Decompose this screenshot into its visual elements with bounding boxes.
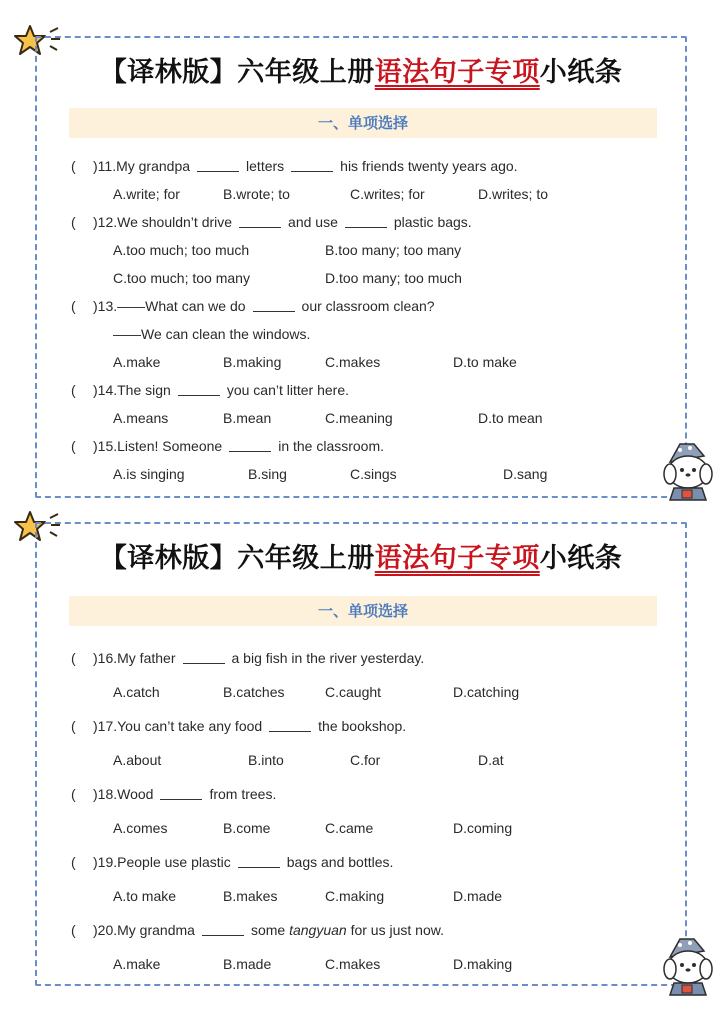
option-c[interactable]: C.too much; too many — [113, 270, 250, 286]
title-post: 小纸条 — [539, 57, 623, 88]
card-title — [37, 536, 685, 575]
answer-paren-open: ( — [71, 382, 76, 398]
question-text: for us just now. — [350, 922, 444, 938]
option-b[interactable]: B.making — [223, 354, 282, 370]
answer-blank[interactable] — [291, 171, 333, 172]
option-a[interactable]: A.catch — [113, 684, 160, 700]
option-d[interactable]: D.sang — [503, 466, 548, 482]
note-card-1 — [35, 36, 687, 498]
question-text: 16.My father — [97, 650, 176, 666]
question-text: you can’t litter here. — [226, 382, 350, 398]
answer-blank[interactable] — [239, 227, 281, 228]
option-b[interactable]: B.sing — [248, 466, 287, 482]
question-text: 12.We shouldn’t drive — [97, 214, 233, 230]
puppy-sticker-icon — [660, 440, 718, 502]
option-a[interactable]: A.to make — [113, 888, 177, 904]
answer-blank[interactable] — [197, 171, 239, 172]
option-c[interactable]: C.sings — [350, 466, 397, 482]
answer-blank[interactable] — [269, 731, 311, 732]
option-a[interactable]: A.about — [113, 752, 162, 768]
question-text: 13.——What can we do — [97, 298, 246, 314]
option-c[interactable]: C.making — [325, 888, 385, 904]
title-highlight: 语法句子专项 — [374, 543, 540, 574]
answer-paren-open: ( — [71, 650, 76, 666]
question-text: 20.My grandma — [97, 922, 195, 938]
option-c[interactable]: C.makes — [325, 956, 381, 972]
question-text: in the classroom. — [278, 438, 385, 454]
option-a[interactable]: A.write; for — [113, 186, 180, 202]
option-d[interactable]: D.made — [453, 888, 503, 904]
question-text: 14.The sign — [97, 382, 171, 398]
option-a[interactable]: A.too much; too much — [113, 242, 250, 258]
question-text: plastic bags. — [393, 214, 472, 230]
option-d[interactable]: D.coming — [453, 820, 513, 836]
answer-blank[interactable] — [345, 227, 387, 228]
question-text: ——We can clean the windows. — [113, 326, 311, 342]
option-c[interactable]: C.writes; for — [350, 186, 425, 202]
option-b[interactable]: B.mean — [223, 410, 272, 426]
answer-paren-open: ( — [71, 786, 76, 802]
question-text: 18.Wood — [97, 786, 154, 802]
answer-paren-open: ( — [71, 438, 76, 454]
answer-paren-open: ( — [71, 718, 76, 734]
title-highlight: 语法句子专项 — [374, 57, 540, 88]
card-title — [37, 50, 685, 89]
question-text: 19.People use plastic — [97, 854, 231, 870]
answer-paren-open: ( — [71, 298, 76, 314]
answer-paren-close: ) — [93, 650, 98, 666]
answer-blank[interactable] — [202, 935, 244, 936]
answer-blank[interactable] — [178, 395, 220, 396]
answer-paren-close: ) — [93, 854, 98, 870]
question-text: bags and bottles. — [286, 854, 394, 870]
option-c[interactable]: C.makes — [325, 354, 381, 370]
option-a[interactable]: A.is singing — [113, 466, 185, 482]
answer-blank[interactable] — [238, 867, 280, 868]
question-text: letters — [246, 158, 285, 174]
section-header: 一、单项选择 — [69, 596, 657, 626]
answer-paren-close: ) — [93, 214, 98, 230]
option-b[interactable]: B.come — [223, 820, 271, 836]
option-a[interactable]: A.comes — [113, 820, 168, 836]
question-text: 17.You can’t take any food — [97, 718, 263, 734]
question-text: our classroom clean? — [301, 298, 435, 314]
answer-paren-close: ) — [93, 786, 98, 802]
option-a[interactable]: A.make — [113, 956, 161, 972]
answer-paren-open: ( — [71, 922, 76, 938]
option-b[interactable]: B.into — [248, 752, 284, 768]
answer-paren-open: ( — [71, 214, 76, 230]
option-b[interactable]: B.too many; too many — [325, 242, 462, 258]
answer-paren-close: ) — [93, 382, 98, 398]
answer-blank[interactable] — [229, 451, 271, 452]
question-text: the bookshop. — [318, 718, 407, 734]
title-pre: 【译林版】六年级上册 — [99, 57, 375, 88]
option-d[interactable]: D.catching — [453, 684, 520, 700]
note-card-2 — [35, 522, 687, 986]
answer-paren-open: ( — [71, 158, 76, 174]
option-d[interactable]: D.to mean — [478, 410, 543, 426]
option-c[interactable]: C.caught — [325, 684, 382, 700]
question-text: from trees. — [209, 786, 277, 802]
option-b[interactable]: B.catches — [223, 684, 285, 700]
answer-paren-close: ) — [93, 158, 98, 174]
section-header: 一、单项选择 — [69, 108, 657, 138]
option-a[interactable]: A.make — [113, 354, 161, 370]
answer-paren-close: ) — [93, 718, 98, 734]
question-text: a big fish in the river yesterday. — [231, 650, 425, 666]
question-text: and use — [288, 214, 338, 230]
option-b[interactable]: B.wrote; to — [223, 186, 290, 202]
option-d[interactable]: D.making — [453, 956, 513, 972]
answer-blank[interactable] — [183, 663, 225, 664]
puppy-sticker-icon — [660, 935, 718, 997]
answer-paren-close: ) — [93, 438, 98, 454]
answer-paren-open: ( — [71, 854, 76, 870]
option-c[interactable]: C.meaning — [325, 410, 393, 426]
option-d[interactable]: D.writes; to — [478, 186, 549, 202]
question-text: his friends twenty years ago. — [340, 158, 518, 174]
answer-paren-close: ) — [93, 922, 98, 938]
option-d[interactable]: D.to make — [453, 354, 517, 370]
question-italic-word: tangyuan — [289, 922, 347, 938]
question-text: 11.My grandpa — [97, 158, 191, 174]
title-pre: 【译林版】六年级上册 — [99, 543, 375, 574]
option-b[interactable]: B.made — [223, 956, 272, 972]
option-a[interactable]: A.means — [113, 410, 169, 426]
option-b[interactable]: B.makes — [223, 888, 278, 904]
option-d[interactable]: D.too many; too much — [325, 270, 462, 286]
option-c[interactable]: C.for — [350, 752, 381, 768]
question-text: 15.Listen! Someone — [97, 438, 223, 454]
answer-blank[interactable] — [253, 311, 295, 312]
option-c[interactable]: C.came — [325, 820, 374, 836]
title-post: 小纸条 — [539, 543, 623, 574]
answer-paren-close: ) — [93, 298, 98, 314]
option-d[interactable]: D.at — [478, 752, 504, 768]
question-text: some — [250, 922, 286, 938]
answer-blank[interactable] — [160, 799, 202, 800]
